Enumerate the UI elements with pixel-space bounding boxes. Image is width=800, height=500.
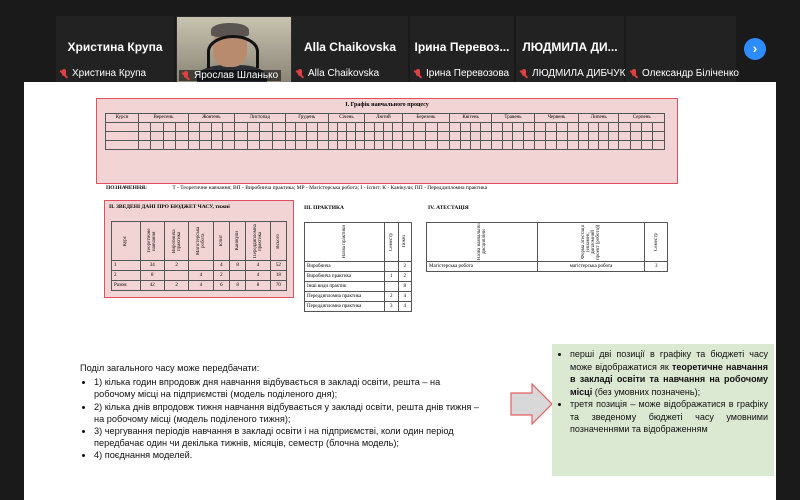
schedule-cell <box>502 141 513 150</box>
schedule-cell <box>535 141 546 150</box>
note-item-2: • третя позиція – може відображатися в графіку та зведеному бюджеті часу умовними позначеннями та відображенням <box>570 398 768 436</box>
month-header: Вересень <box>139 114 189 123</box>
week-cell <box>630 123 641 132</box>
schedule-cell <box>163 141 175 150</box>
participant-tile-5[interactable] <box>516 16 624 82</box>
week-cell <box>296 123 307 132</box>
table-cell: 1 <box>112 261 141 271</box>
schedule-cell <box>234 141 247 150</box>
schedule-cell <box>200 141 212 150</box>
note-item-1: • перші дві позиції в графіку та бюджеті часу може відображатися як теоретичне навчання в закладі освіти та навчання на робочому місці (без умовних позначень); <box>570 348 768 398</box>
schedule-cell <box>317 141 328 150</box>
schedule-cell <box>481 132 491 141</box>
schedule-cell <box>450 141 460 150</box>
schedule-cell <box>426 141 438 150</box>
column-header: Назва практики <box>305 223 385 262</box>
week-cell <box>356 123 365 132</box>
schedule-cell <box>414 132 426 141</box>
week-cell <box>579 123 589 132</box>
course-header: Курси <box>106 114 139 123</box>
month-header: Липень <box>579 114 619 123</box>
table-cell: 8 <box>229 261 245 271</box>
table-cell: Виробнича <box>305 262 385 272</box>
week-cell <box>163 123 175 132</box>
week-cell <box>438 123 450 132</box>
schedule-cell <box>579 132 589 141</box>
column-header: Курс <box>112 222 141 261</box>
schedule-cell <box>296 141 307 150</box>
schedule-cell <box>557 132 568 141</box>
schedule-cell <box>402 132 414 141</box>
text-block <box>80 362 480 462</box>
schedule-cell <box>223 132 235 141</box>
schedule-cell <box>535 132 546 141</box>
attest-table <box>426 222 668 272</box>
schedule-cell <box>567 141 578 150</box>
table-cell <box>164 271 188 281</box>
participant-tile-4[interactable] <box>410 16 514 82</box>
participant-name: Христина Крупа <box>67 40 163 54</box>
column-header: Магістерська робота <box>189 222 213 261</box>
table-cell <box>189 261 213 271</box>
schedule-cell <box>653 132 665 141</box>
schedule-cell <box>285 132 296 141</box>
schedule-cell <box>106 141 139 150</box>
table-cell: Переддипломна практика <box>305 292 385 302</box>
participant-name: Ірина Перевоз... <box>414 40 510 54</box>
schedule-cell <box>524 141 535 150</box>
schedule-cell <box>365 141 374 150</box>
table-row <box>106 123 665 132</box>
schedule-cell <box>285 141 296 150</box>
table-row <box>305 302 412 312</box>
schedule-cell <box>609 132 619 141</box>
muted-mic-icon <box>520 69 529 79</box>
table-cell: 6 <box>213 281 229 291</box>
schedule-title: І. Графік навчального процесу <box>345 102 429 108</box>
schedule-cell <box>402 141 414 150</box>
table-cell: 8 <box>140 271 164 281</box>
right-arrow-icon <box>510 382 554 426</box>
week-cell <box>460 123 470 132</box>
schedule-cell <box>642 132 653 141</box>
muted-mic-icon <box>630 69 639 79</box>
table-cell: 42 <box>140 281 164 291</box>
participant-name: Alla Chaikovska <box>303 40 397 54</box>
table-cell: 1 <box>385 272 398 282</box>
week-cell <box>450 123 460 132</box>
week-cell <box>426 123 438 132</box>
schedule-cell <box>176 141 189 150</box>
schedule-cell <box>393 132 402 141</box>
schedule-cell <box>151 141 163 150</box>
table-cell: 3 <box>385 302 398 312</box>
schedule-cell <box>491 132 502 141</box>
table-cell: 4 <box>246 271 270 281</box>
schedule-cell <box>247 141 260 150</box>
month-header: Лютий <box>365 114 402 123</box>
table-row <box>106 114 665 123</box>
week-cell <box>328 123 337 132</box>
schedule-table <box>105 113 665 150</box>
schedule-cell <box>374 141 383 150</box>
schedule-cell <box>599 132 609 141</box>
text-item: • 3) чергування періодів навчання в закладі освіти і на підприємстві, коли один період передбачає один чи декілька тижнів, місяців, семестр (блочна модель); <box>94 425 480 449</box>
budget-box <box>104 200 294 298</box>
column-header: Форма атестації (екзамен, дипломний проект (робота)) <box>537 223 645 262</box>
schedule-cell <box>273 141 286 150</box>
table-cell <box>385 262 398 272</box>
table-row <box>305 292 412 302</box>
schedule-cell <box>471 132 481 141</box>
schedule-cell <box>346 132 355 141</box>
table-cell: 2 <box>213 271 229 281</box>
week-cell <box>247 123 260 132</box>
month-header: Січень <box>328 114 365 123</box>
table-cell: Магістерська робота <box>427 262 538 272</box>
week-cell <box>567 123 578 132</box>
table-row <box>305 272 412 282</box>
schedule-cell <box>223 141 235 150</box>
week-cell <box>346 123 355 132</box>
table-cell: 2 <box>398 262 412 272</box>
table-row <box>112 281 287 291</box>
column-header: Семестр <box>385 223 398 262</box>
month-header: Серпень <box>619 114 665 123</box>
schedule-cell <box>460 132 470 141</box>
schedule-cell <box>546 141 557 150</box>
schedule-cell <box>211 132 223 141</box>
table-cell: 70 <box>270 281 286 291</box>
schedule-cell <box>589 132 599 141</box>
schedule-cell <box>619 141 630 150</box>
schedule-cell <box>567 132 578 141</box>
month-header: Березень <box>402 114 450 123</box>
schedule-cell <box>653 141 665 150</box>
text-item: • 4) поєднання моделей. <box>94 449 480 461</box>
schedule-cell <box>163 132 175 141</box>
schedule-cell <box>139 141 151 150</box>
week-cell <box>211 123 223 132</box>
schedule-cell <box>481 141 491 150</box>
week-cell <box>234 123 247 132</box>
schedule-cell <box>513 141 524 150</box>
schedule-cell <box>383 141 392 150</box>
column-header: Тижні <box>398 223 412 262</box>
table-row <box>427 223 668 262</box>
schedule-cell <box>546 132 557 141</box>
week-cell <box>546 123 557 132</box>
schedule-cell <box>599 141 609 150</box>
table-cell: 3 <box>645 262 668 272</box>
schedule-cell <box>296 132 307 141</box>
schedule-box <box>96 98 678 184</box>
table-row <box>305 223 412 262</box>
participant-label: Олександр Біліченко <box>642 68 739 79</box>
participant-tile-6[interactable] <box>626 16 739 82</box>
participant-tile-1[interactable] <box>56 16 174 82</box>
month-header: Травень <box>491 114 534 123</box>
week-cell <box>502 123 513 132</box>
schedule-cell <box>234 132 247 141</box>
table-cell: Переддипломна практика <box>305 302 385 312</box>
table-cell: 4 <box>398 302 412 312</box>
schedule-cell <box>414 141 426 150</box>
week-cell <box>200 123 212 132</box>
shared-slide <box>24 82 776 500</box>
table-cell: магістерська робота <box>537 262 645 272</box>
schedule-cell <box>260 132 273 141</box>
week-cell <box>491 123 502 132</box>
month-header: Червень <box>535 114 579 123</box>
practice-table <box>304 222 412 312</box>
week-cell <box>223 123 235 132</box>
schedule-cell <box>642 141 653 150</box>
schedule-cell <box>557 141 568 150</box>
week-cell <box>619 123 630 132</box>
table-cell: 4 <box>398 292 412 302</box>
budget-table <box>111 221 287 291</box>
table-cell: 2 <box>164 261 188 271</box>
week-cell <box>471 123 481 132</box>
week-cell <box>273 123 286 132</box>
week-cell <box>151 123 163 132</box>
table-row <box>305 282 412 292</box>
table-cell: 4 <box>213 261 229 271</box>
column-header: Іспит <box>213 222 229 261</box>
table-row <box>112 261 287 271</box>
schedule-cell <box>211 141 223 150</box>
week-cell <box>337 123 346 132</box>
table-cell: 4 <box>189 281 213 291</box>
schedule-cell <box>188 141 200 150</box>
week-cell <box>653 123 665 132</box>
table-cell: 2 <box>164 281 188 291</box>
participant-video-2[interactable] <box>176 16 292 84</box>
legend-text: Т - Теоретичне навчання; ВП - Виробнича практика; МР - Магістерська робота; І - Іспит; К - Канікули; ПП - Переддипломна практика <box>172 185 488 191</box>
column-header: Канікули <box>229 222 245 261</box>
schedule-cell <box>307 132 318 141</box>
month-header: Грудень <box>285 114 328 123</box>
month-header: Квітень <box>450 114 492 123</box>
table-cell: Інші види практик <box>305 282 385 292</box>
schedule-cell <box>356 141 365 150</box>
schedule-cell <box>383 132 392 141</box>
budget-title: ІІ. ЗВЕДЕНІ ДАНІ ПРО БЮДЖЕТ ЧАСУ, тижні <box>109 204 230 210</box>
table-cell: Разом <box>112 281 141 291</box>
table-cell <box>385 282 398 292</box>
note-box <box>552 344 774 476</box>
table-row <box>112 271 287 281</box>
table-cell: 2 <box>398 272 412 282</box>
week-cell <box>393 123 402 132</box>
column-header: Виробнича практика <box>164 222 188 261</box>
week-cell <box>188 123 200 132</box>
table-cell: 8 <box>229 281 245 291</box>
column-header: Теоретичне навчання <box>140 222 164 261</box>
text-item: • 1) кілька годин впродовж дня навчання відбувається в закладі освіти, решта – на робочому місці на підприємстві (модель поділеного дня); <box>94 376 480 400</box>
table-cell: 52 <box>270 261 286 271</box>
table-cell: 4 <box>246 261 270 271</box>
schedule-cell <box>524 132 535 141</box>
table-row <box>106 132 665 141</box>
participant-strip <box>0 0 800 82</box>
participant-label: Ірина Перевозова <box>426 68 510 79</box>
column-header: Назва навчальної дисципліни <box>427 223 538 262</box>
week-cell <box>599 123 609 132</box>
week-cell <box>317 123 328 132</box>
week-cell <box>481 123 491 132</box>
week-cell <box>139 123 151 132</box>
schedule-cell <box>513 132 524 141</box>
schedule-cell <box>579 141 589 150</box>
schedule-cell <box>151 132 163 141</box>
schedule-cell <box>260 141 273 150</box>
schedule-cell <box>589 141 599 150</box>
week-cell <box>285 123 296 132</box>
schedule-cell <box>438 141 450 150</box>
muted-mic-icon <box>60 69 69 79</box>
table-cell: 34 <box>140 261 164 271</box>
text-item: • 2) кілька днів впродовж тижня навчання відбувається у закладі освіти, решта днів тижня – на робочому місці (модель поділеного тижня); <box>94 401 480 425</box>
schedule-cell <box>139 132 151 141</box>
participant-label: Alla Chaikovska <box>308 68 380 79</box>
week-cell <box>524 123 535 132</box>
schedule-cell <box>247 132 260 141</box>
week-cell <box>307 123 318 132</box>
week-cell <box>589 123 599 132</box>
schedule-cell <box>337 141 346 150</box>
schedule-cell <box>176 132 189 141</box>
schedule-cell <box>491 141 502 150</box>
practice-title: ІІІ. ПРАКТИКА <box>304 205 344 211</box>
schedule-cell <box>450 132 460 141</box>
schedule-cell <box>307 141 318 150</box>
table-cell: 2 <box>112 271 141 281</box>
week-cell <box>260 123 273 132</box>
table-cell: 8 <box>398 282 412 292</box>
headphones-icon <box>207 35 259 68</box>
table-row <box>305 262 412 272</box>
participant-name: ЛЮДМИЛА ДИ... <box>522 40 618 54</box>
month-header: Листопад <box>234 114 285 123</box>
muted-mic-icon <box>414 69 423 79</box>
next-page-button[interactable]: › <box>744 38 766 60</box>
week-cell <box>414 123 426 132</box>
schedule-cell <box>471 141 481 150</box>
week-cell <box>642 123 653 132</box>
schedule-cell <box>619 132 630 141</box>
table-cell: 18 <box>270 271 286 281</box>
table-row <box>112 222 287 261</box>
muted-mic-icon <box>296 69 305 79</box>
participant-tile-3[interactable] <box>292 16 408 82</box>
schedule-cell <box>106 132 139 141</box>
schedule-cell <box>273 132 286 141</box>
column-header: Переддипломна практика <box>246 222 270 261</box>
schedule-cell <box>393 141 402 150</box>
table-cell: 2 <box>385 292 398 302</box>
schedule-cell <box>374 132 383 141</box>
column-header: Всього <box>270 222 286 261</box>
week-cell <box>402 123 414 132</box>
schedule-cell <box>630 132 641 141</box>
week-cell <box>374 123 383 132</box>
schedule-cell <box>609 141 619 150</box>
week-cell <box>365 123 374 132</box>
table-cell <box>229 271 245 281</box>
schedule-cell <box>328 141 337 150</box>
table-cell: 4 <box>189 271 213 281</box>
week-cell <box>383 123 392 132</box>
schedule-cell <box>346 141 355 150</box>
schedule-cell <box>438 132 450 141</box>
schedule-cell <box>200 132 212 141</box>
schedule-cell <box>630 141 641 150</box>
muted-mic-icon <box>182 71 191 81</box>
schedule-cell <box>188 132 200 141</box>
schedule-cell <box>356 132 365 141</box>
week-cell <box>176 123 189 132</box>
participant-label: Христина Крупа <box>72 68 147 79</box>
schedule-cell <box>460 141 470 150</box>
schedule-cell <box>317 132 328 141</box>
participant-label: Ярослав Шланько <box>194 70 279 81</box>
schedule-cell <box>365 132 374 141</box>
table-row <box>427 262 668 272</box>
column-header: Семестр <box>645 223 668 262</box>
week-cell <box>513 123 524 132</box>
month-header: Жовтень <box>188 114 234 123</box>
schedule-cell <box>328 132 337 141</box>
attest-title: IV. АТЕСТАЦІЯ <box>428 205 469 211</box>
week-cell <box>609 123 619 132</box>
week-cell <box>557 123 568 132</box>
table-cell: Виробнича практика <box>305 272 385 282</box>
schedule-cell <box>426 132 438 141</box>
schedule-cell <box>502 132 513 141</box>
text-intro: Поділ загального часу може передбачати: <box>80 363 260 373</box>
schedule-cell <box>337 132 346 141</box>
week-cell <box>535 123 546 132</box>
table-cell: 8 <box>246 281 270 291</box>
table-row <box>106 141 665 150</box>
legend-title: ПОЗНАЧЕННЯ: <box>106 185 147 191</box>
legend <box>106 185 666 191</box>
participant-label: ЛЮДМИЛА ДИБЧУК <box>532 68 626 79</box>
